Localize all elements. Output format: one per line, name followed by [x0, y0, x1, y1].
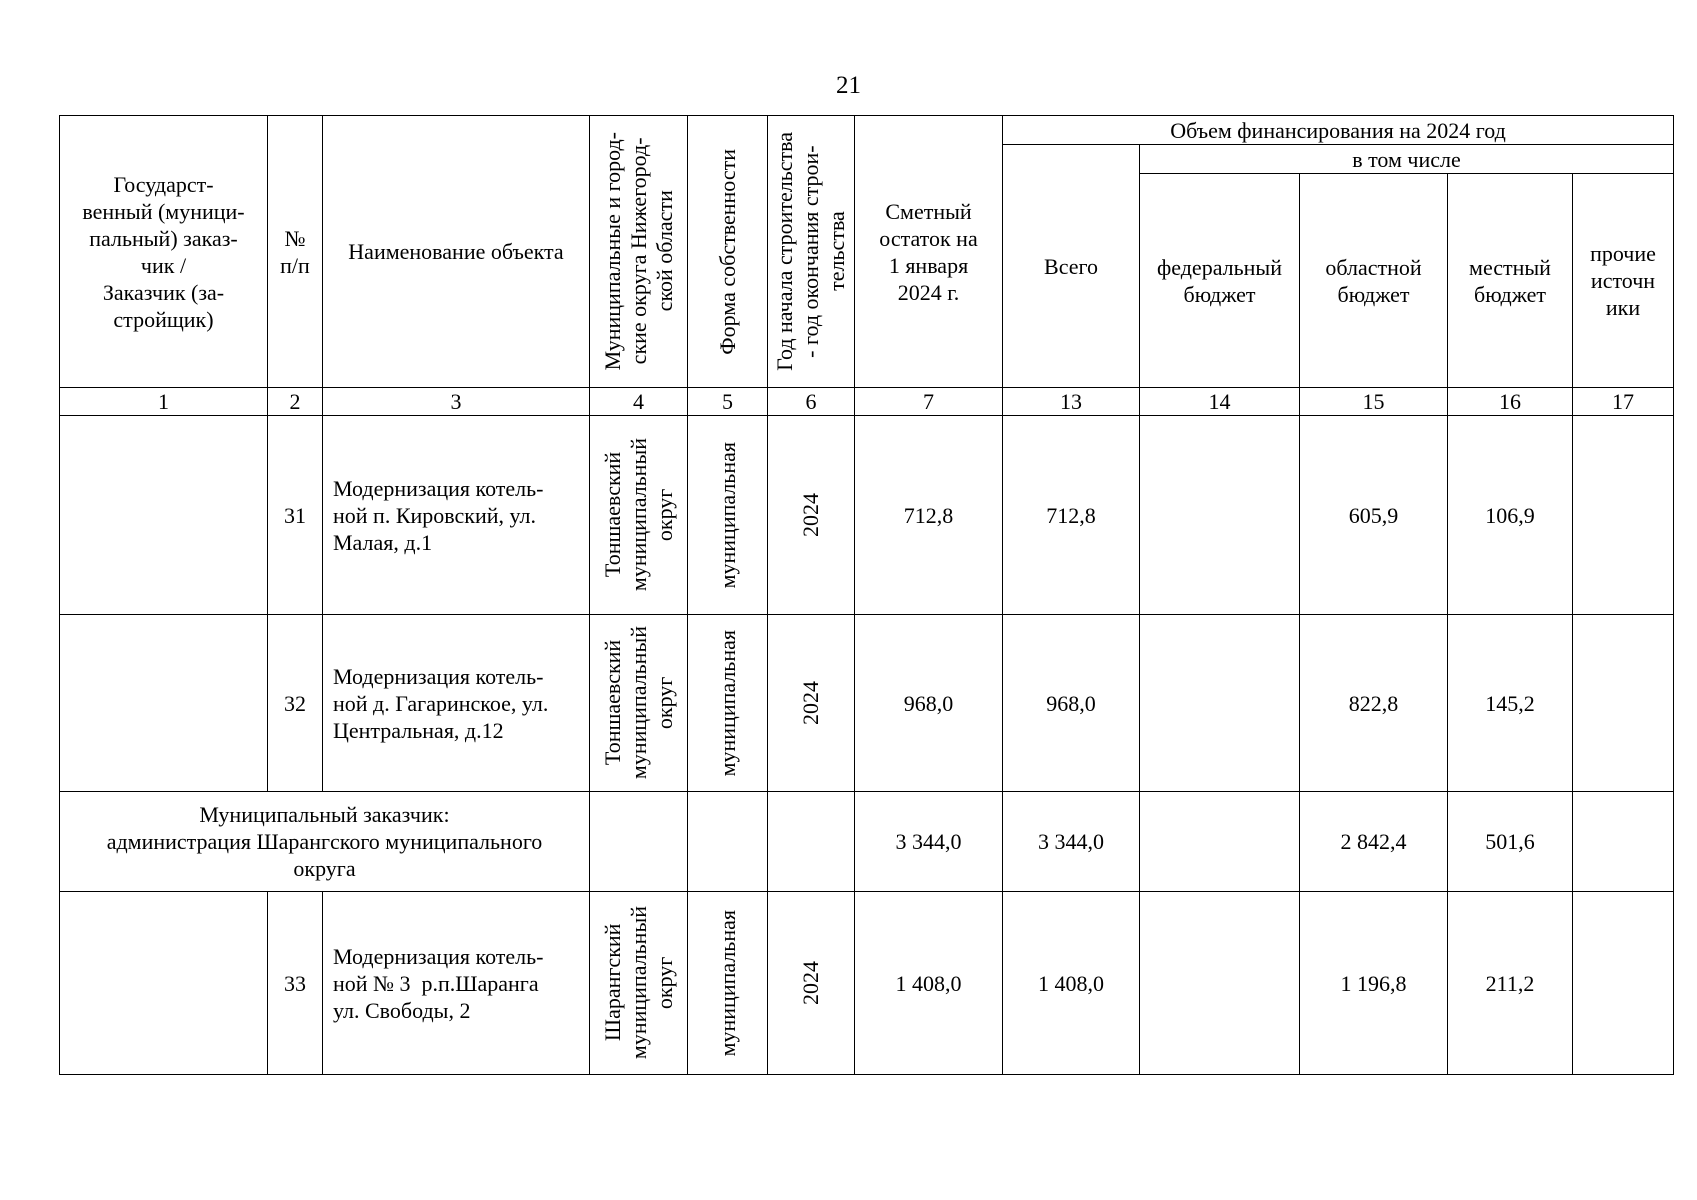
regional-value: 1 196,8 — [1300, 892, 1448, 1075]
year-cell: 2024 — [768, 615, 855, 792]
ownership-cell: муниципальная — [688, 416, 768, 615]
ownership-cell: муниципальная — [688, 892, 768, 1075]
row-number: 32 — [268, 615, 323, 792]
year-cell: 2024 — [768, 892, 855, 1075]
header-number: № п/п — [268, 116, 323, 388]
col-number: 1 — [60, 388, 268, 416]
header-local: местный бюджет — [1448, 174, 1573, 388]
district-cell: Тоншаевский муниципальный округ — [590, 615, 688, 792]
subtotal-label: Муниципальный заказчик: администрация Шарангского муниципального округа — [60, 792, 590, 892]
row-number: 31 — [268, 416, 323, 615]
column-numbers-row — [60, 388, 1674, 416]
customer-cell — [60, 416, 268, 615]
district-cell: Шарангский муниципальный округ — [590, 892, 688, 1075]
remainder-value: 968,0 — [855, 615, 1003, 792]
local-value: 211,2 — [1448, 892, 1573, 1075]
other-value — [1573, 892, 1674, 1075]
header-including: в том числе — [1140, 145, 1674, 174]
col-number: 13 — [1003, 388, 1140, 416]
ownership-cell: муниципальная — [688, 615, 768, 792]
customer-cell — [60, 615, 268, 792]
other-value — [1573, 416, 1674, 615]
header-funding: Объем финансирования на 2024 год — [1003, 116, 1674, 145]
header-total: Всего — [1003, 145, 1140, 388]
district-cell: Тоншаевский муниципальный округ — [590, 416, 688, 615]
col-number: 14 — [1140, 388, 1300, 416]
page-number: 21 — [836, 72, 861, 99]
federal-value — [1140, 416, 1300, 615]
col-number: 4 — [590, 388, 688, 416]
header-years: Год начала строительства - год окончания строи- тельства — [768, 116, 855, 388]
remainder-value: 712,8 — [855, 416, 1003, 615]
total-value: 1 408,0 — [1003, 892, 1140, 1075]
federal-value — [1140, 892, 1300, 1075]
subtotal-remainder: 3 344,0 — [855, 792, 1003, 892]
header-regional: областной бюджет — [1300, 174, 1448, 388]
subtotal-row — [60, 792, 1674, 892]
customer-cell — [60, 892, 268, 1075]
object-name: Модернизация котель- ной № 3 р.п.Шаранга ул. Свободы, 2 — [323, 892, 590, 1075]
local-value: 145,2 — [1448, 615, 1573, 792]
header-federal: федеральный бюджет — [1140, 174, 1300, 388]
header-remainder: Сметный остаток на 1 января 2024 г. — [855, 116, 1003, 388]
subtotal-federal — [1140, 792, 1300, 892]
subtotal-regional: 2 842,4 — [1300, 792, 1448, 892]
federal-value — [1140, 615, 1300, 792]
financing-table — [59, 115, 1674, 1075]
empty-cell — [590, 792, 688, 892]
col-number: 3 — [323, 388, 590, 416]
object-name: Модернизация котель- ной п. Кировский, ул. Малая, д.1 — [323, 416, 590, 615]
empty-cell — [688, 792, 768, 892]
subtotal-total: 3 344,0 — [1003, 792, 1140, 892]
total-value: 712,8 — [1003, 416, 1140, 615]
table-row — [60, 615, 1674, 792]
col-number: 15 — [1300, 388, 1448, 416]
regional-value: 605,9 — [1300, 416, 1448, 615]
header-district: Муниципальные и город- ские округа Нижегород- ской области — [590, 116, 688, 388]
col-number: 6 — [768, 388, 855, 416]
row-number: 33 — [268, 892, 323, 1075]
header-ownership: Форма собственности — [688, 116, 768, 388]
table-row — [60, 416, 1674, 615]
local-value: 106,9 — [1448, 416, 1573, 615]
col-number: 7 — [855, 388, 1003, 416]
table-row — [60, 892, 1674, 1075]
col-number: 17 — [1573, 388, 1674, 416]
col-number: 5 — [688, 388, 768, 416]
subtotal-other — [1573, 792, 1674, 892]
object-name: Модернизация котель- ной д. Гагаринское, ул. Центральная, д.12 — [323, 615, 590, 792]
header-other: прочие источн ики — [1573, 174, 1674, 388]
subtotal-local: 501,6 — [1448, 792, 1573, 892]
total-value: 968,0 — [1003, 615, 1140, 792]
col-number: 2 — [268, 388, 323, 416]
header-customer: Государст- венный (муници- пальный) заказ- чик / Заказчик (за- стройщик) — [60, 116, 268, 388]
other-value — [1573, 615, 1674, 792]
remainder-value: 1 408,0 — [855, 892, 1003, 1075]
empty-cell — [768, 792, 855, 892]
col-number: 16 — [1448, 388, 1573, 416]
year-cell: 2024 — [768, 416, 855, 615]
header-object-name: Наименование объекта — [323, 116, 590, 388]
regional-value: 822,8 — [1300, 615, 1448, 792]
